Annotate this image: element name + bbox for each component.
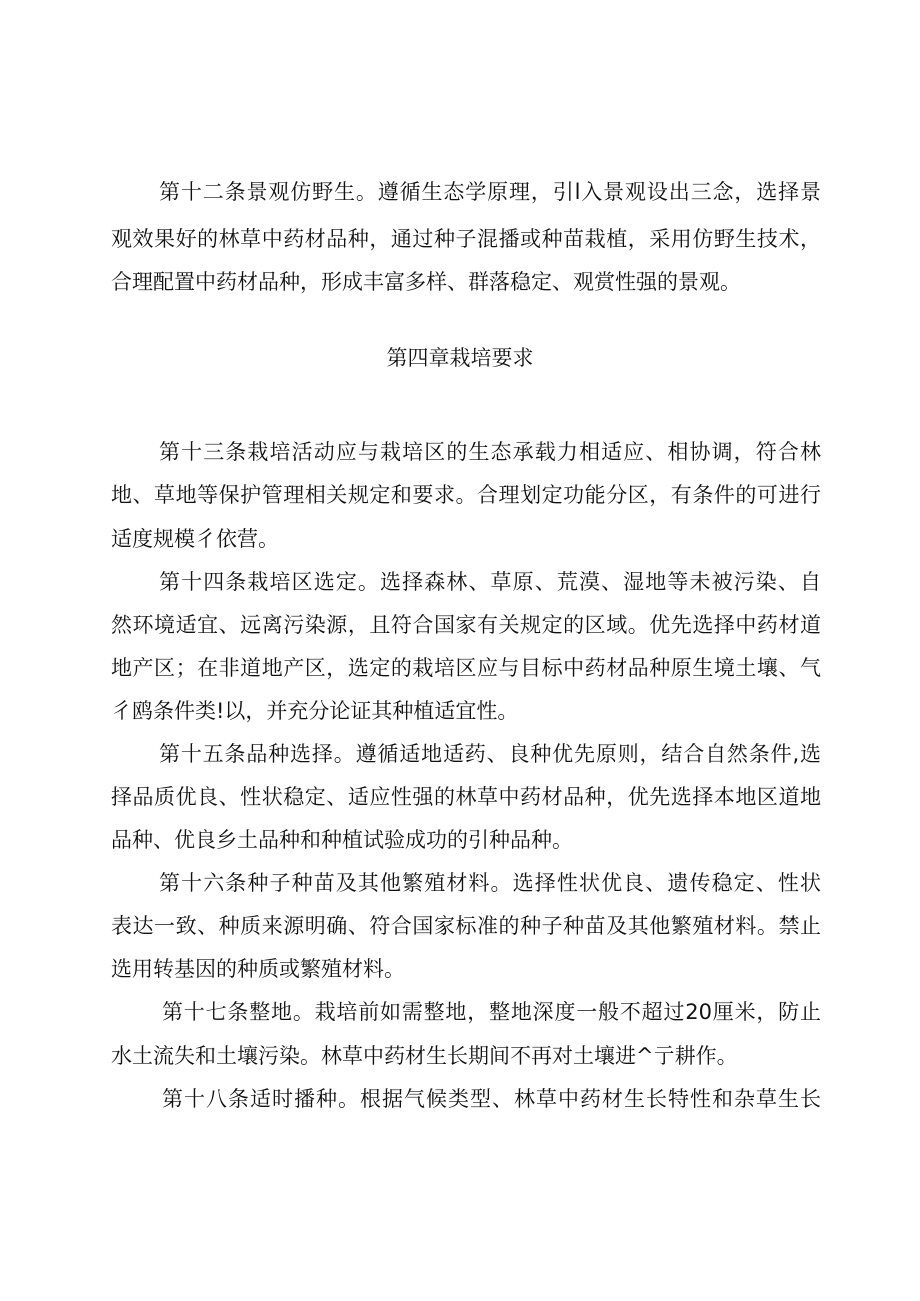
article-15-line-3: 品种、优良乡土品种和种植试验成功的引种品种。	[111, 828, 573, 852]
article-13-line-2: 地、草地等保护管理相关规定和要求。合理划定功能分区，有条件的可进行	[111, 483, 821, 507]
article-16-line-2: 表达一致、种质来源明确、符合国家标准的种子种苗及其他繁殖材料。禁止	[111, 914, 821, 938]
article-16-line-3: 选用转基因的种质或繁殖材料。	[111, 957, 405, 981]
article-12-line-2: 观效果好的林草中药材品种，通过种子混播或种苗栽植，采用仿野生技术，	[111, 227, 821, 251]
article-16-line-1: 第十六条种子种苗及其他繁殖材料。选择性状优良、遗传稳定、性状	[159, 871, 821, 895]
chapter-4-heading: 第四章栽培要求	[386, 346, 534, 370]
article-15-line-2: 择品质优良、性状稳定、适应性强的林草中药材品种，优先选择本地区道地	[111, 785, 821, 809]
article-14-line-1: 第十四条栽培区选定。选择森林、草原、荒漠、湿地等未被污染、自	[159, 570, 821, 594]
article-13-line-3: 适度规模彳依营。	[111, 527, 279, 551]
article-13-line-1: 第十三条栽培活动应与栽培区的生态承载力相适应、相协调，符合林	[159, 440, 821, 464]
article-17-line-1: 第十七条整地。栽培前如需整地，整地深度一般不超过20厘米，防止	[162, 1000, 821, 1024]
article-12-line-3: 合理配置中药材品种，形成丰富多样、群落稳定、观赏性强的景观。	[111, 270, 741, 294]
article-14-line-3: 地产区；在非道地产区，选定的栽培区应与目标中药材品种原生境土壤、气	[111, 656, 821, 680]
article-15-line-1: 第十五条品种选择。遵循适地适药、良种优先原则，结合自然条件,选	[159, 742, 821, 766]
article-12-line-1: 第十二条景观仿野生。遵循生态学原理，引l入景观设出三念，选择景	[159, 180, 821, 204]
article-14-line-4: 彳鸥条件类!以，并充分论证其种植适宜性。	[111, 699, 519, 723]
article-18-line-1: 第十八条适时播种。根据气候类型、林草中药材生长特性和杂草生长	[162, 1087, 821, 1111]
article-17-line-2: 水土流失和土壤污染。林草中药材生长期间不再对土壤进^亍耕作。	[111, 1044, 738, 1068]
article-14-line-2: 然环境适宜、远离污染源，且符合国家有关规定的区域。优先选择中药材道	[111, 613, 821, 637]
